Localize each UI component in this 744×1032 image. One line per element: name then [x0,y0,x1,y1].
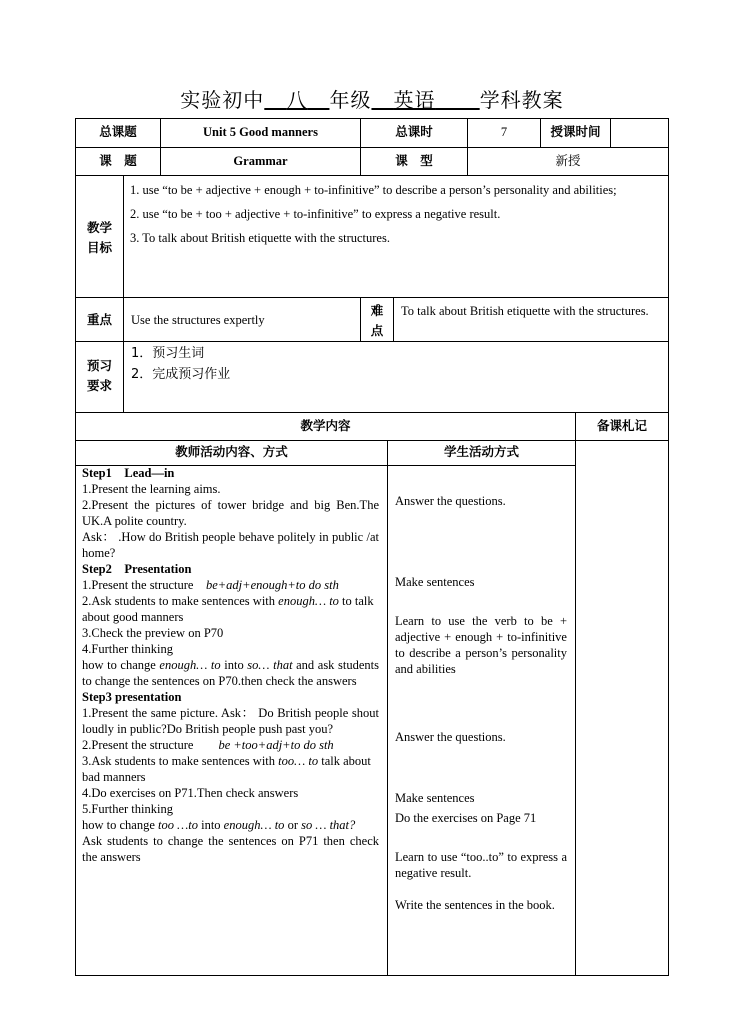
key-point-text: Use the structures expertly [131,313,265,327]
title-suffix: 学科教案 [479,88,564,112]
lesson-notes-header: 备课札记 [596,419,647,433]
document-title [0,84,744,113]
grade-field: 八 [286,88,308,112]
total-hours-label: 总课时 [395,125,433,139]
school-name: 实验初中 [180,88,265,112]
subject-field: 英语 [393,88,436,112]
preview-label: 预习 要求 [86,359,112,393]
topic-value: Unit 5 Good manners [203,125,318,139]
preview-list [131,343,531,385]
student-answer-4: Answer the questions. [395,730,506,744]
teacher-line: 1.Present the same picture. Ask： Do British people shout loudly in public?Do British people push past you? [82,706,379,736]
teacher-line: Ask students to change the sentences on P71 then check the answers [82,834,379,864]
lesson-value: Grammar [233,154,288,168]
difficult-point-text: To talk about British etiquette with the structures. [401,304,649,318]
topic-label: 总课题 [99,125,137,139]
lesson-type-label: 课 型 [395,154,433,168]
preview-item: 1．预习生词 [131,346,205,361]
preview-item: 2．完成预习作业 [131,367,231,382]
teacher-activity [82,465,379,865]
teacher-line: how to change enough… to into so… that and ask students to change the sentences on P70.then check the answers [82,658,379,688]
teacher-activity-header: 教师活动内容、方式 [175,445,288,459]
teacher-line: 4.Further thinking [82,642,173,656]
student-answer-7: Learn to use “too..to” to express a negative result. [395,850,567,880]
step1-heading: Step1 Lead—in [82,466,175,480]
student-answer-1: Answer the questions. [395,494,506,508]
objective-item: 3. To talk about British etiquette with the structures. [130,231,390,245]
lesson-type-value: 新授 [555,154,581,168]
teacher-line: 2.Present the pictures of tower bridge and big Ben.The UK.A polite country. [82,498,379,528]
teacher-line: 4.Do exercises on P71.Then check answers [82,786,299,800]
teaching-content-header: 教学内容 [300,419,351,433]
teacher-line: 3.Check the preview on P70 [82,626,224,640]
lesson-label: 课 题 [99,154,137,168]
teacher-line: how to change too …to into enough… to or so … that? [82,818,356,832]
grade-suffix: 年级 [329,88,372,112]
student-answer-6: Do the exercises on Page 71 [395,811,537,825]
student-answer-2: Make sentences [395,575,475,589]
student-answer-3: Learn to use the verb to be + adjective + enough + to-infinitive to describe a person’s personality and abilities [395,614,567,676]
objectives-list [130,178,663,250]
teach-time-label: 授课时间 [550,125,601,139]
total-hours-value: 7 [500,125,508,139]
step3-heading: Step3 presentation [82,690,182,704]
objective-item: 2. use “to be + too + adjective + to-infinitive” to express a negative result. [130,207,501,221]
objectives-label: 教学 目标 [86,221,112,255]
teacher-line: 1.Present the learning aims. [82,482,221,496]
teacher-line: 2.Present the structure be +too+adj+to do sth [82,738,334,752]
student-activity-header: 学生活动方式 [443,445,519,459]
teacher-line: 1.Present the structure be+adj+enough+to do sth [82,578,339,592]
teacher-line: 3.Ask students to make sentences with too… to talk about bad manners [82,754,371,784]
student-answer-5: Make sentences [395,791,475,805]
student-answer-8: Write the sentences in the book. [395,898,555,912]
objective-item: 1. use “to be + adjective + enough + to-infinitive” to describe a person’s personality and abilities; [130,183,617,197]
difficult-point-label: 难 点 [370,304,384,338]
step2-heading: Step2 Presentation [82,562,192,576]
key-point-label: 重点 [86,313,112,327]
teacher-line: Ask： .How do British people behave politely in public /at home? [82,530,379,560]
teacher-line: 2.Ask students to make sentences with enough… to to talk about good manners [82,594,374,624]
teacher-line: 5.Further thinking [82,802,173,816]
